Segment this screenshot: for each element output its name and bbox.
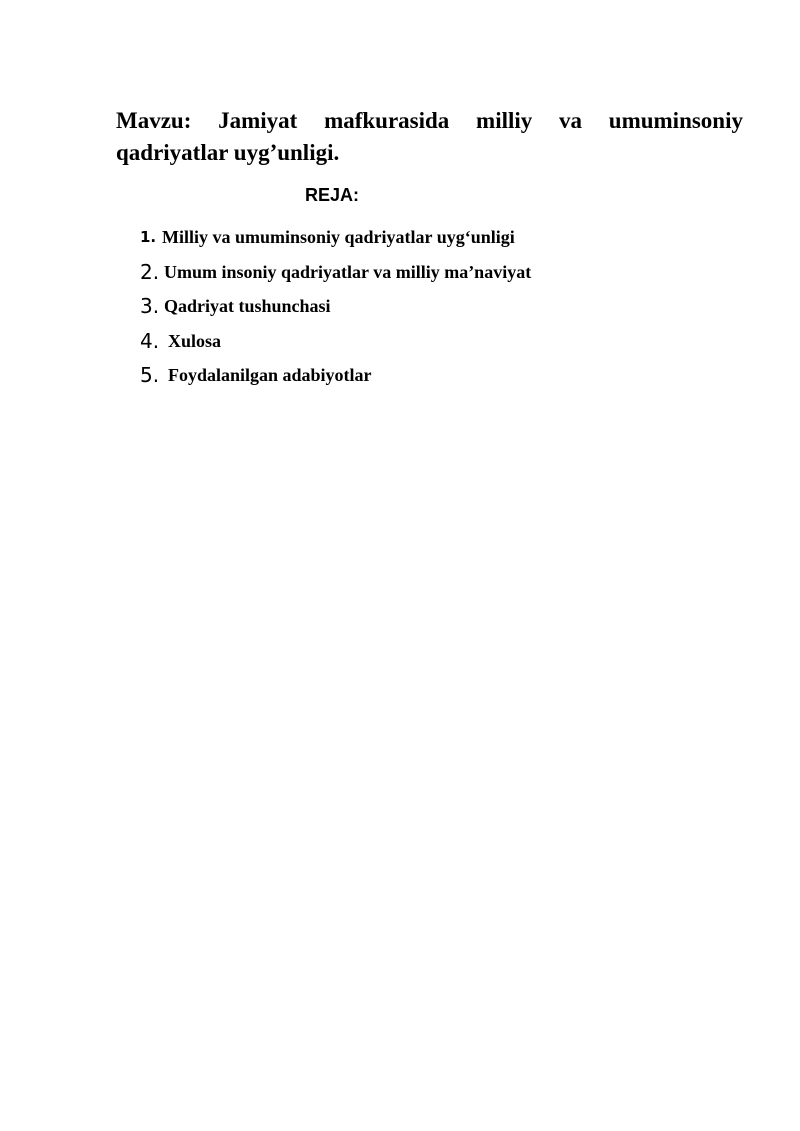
plan-list (140, 220, 760, 393)
plan-item (140, 358, 760, 393)
plan-item (140, 324, 760, 359)
plan-item-text: Foydalanilgan adabiyotlar (168, 365, 372, 386)
plan-item-number: 3. (140, 294, 160, 319)
document-title: Mavzu: Jamiyat mafkurasida milliy va umuminsoniy qadriyatlar uyg’unligi. (116, 108, 743, 165)
plan-item (140, 220, 760, 255)
plan-item-number: 1. (140, 228, 157, 247)
plan-item-number: 4. (140, 328, 160, 353)
plan-item (140, 255, 760, 290)
plan-item-text: Xulosa (168, 330, 222, 351)
plan-item-text: Qadriyat tushunchasi (164, 296, 331, 317)
plan-item-number: 2. (140, 259, 160, 284)
plan-item (140, 289, 760, 324)
plan-item-text: Umum insoniy qadriyatlar va milliy ma’naviyat (164, 261, 532, 282)
plan-item-text: Milliy va umuminsoniy qadriyatlar uyg‘unligi (162, 227, 515, 248)
plan-item-number: 5. (140, 363, 160, 388)
plan-heading: REJA: (305, 185, 360, 205)
